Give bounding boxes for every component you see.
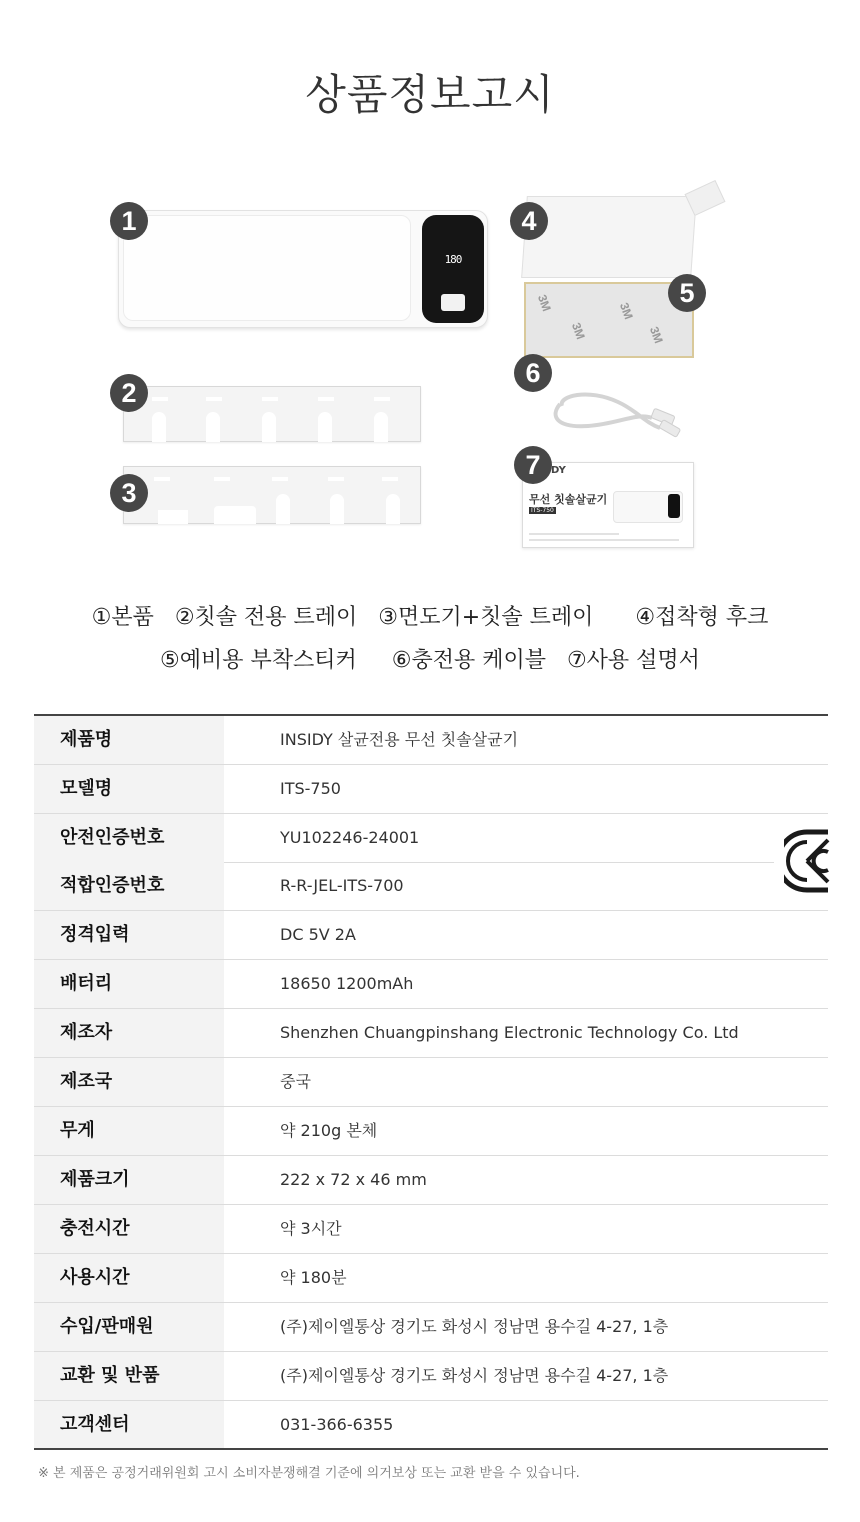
- row-value: 031-366-6355: [280, 1415, 394, 1434]
- badge-5: 5: [668, 274, 706, 312]
- row-value: INSIDY 살균전용 무선 칫솔살균기: [280, 730, 519, 749]
- row-label: 모델명: [34, 765, 224, 813]
- row-label: 정격입력: [34, 911, 224, 959]
- badge-3: 3: [110, 474, 148, 512]
- row-value: DC 5V 2A: [280, 925, 356, 944]
- table-row: [34, 960, 828, 1009]
- row-value: (주)제이엘통상 경기도 화성시 정남면 용수길 4-27, 1층: [280, 1317, 669, 1336]
- components-caption-line-2: ⑤예비용 부착스티커 ⑥충전용 케이블 ⑦사용 설명서: [160, 648, 700, 673]
- product-image-razor-tray: [123, 466, 421, 524]
- row-value: 중국: [280, 1072, 311, 1091]
- row-label: 제조자: [34, 1009, 224, 1057]
- badge-2: 2: [110, 374, 148, 412]
- product-image-spare-sticker: 3M 3M 3M 3M: [524, 282, 694, 358]
- table-row: [34, 1254, 828, 1303]
- row-value: R-R-JEL-ITS-700: [280, 876, 404, 895]
- badge-1: 1: [110, 202, 148, 240]
- row-value: Shenzhen Chuangpinshang Electronic Technology Co. Ltd: [280, 1023, 739, 1042]
- row-value: (주)제이엘통상 경기도 화성시 정남면 용수길 4-27, 1층: [280, 1366, 669, 1385]
- row-label: 제조국: [34, 1058, 224, 1106]
- product-image-manual: DY 무선 칫솔살균기 ITS-750: [522, 462, 694, 548]
- table-row: [34, 765, 828, 814]
- table-row: [34, 862, 828, 911]
- device-display: 180: [422, 215, 484, 323]
- row-value: 약 3시간: [280, 1219, 342, 1238]
- table-row: [34, 911, 828, 960]
- page-title: 상품정보고시: [305, 70, 555, 119]
- row-label: 배터리: [34, 960, 224, 1008]
- row-value: 약 210g 본체: [280, 1121, 378, 1140]
- row-label: 충전시간: [34, 1205, 224, 1253]
- kc-certification-icon: [784, 828, 830, 894]
- table-row: [34, 1009, 828, 1058]
- table-row: [34, 1205, 828, 1254]
- table-row: [34, 1401, 828, 1448]
- table-row: [34, 814, 828, 862]
- row-value: 222 x 72 x 46 mm: [280, 1170, 427, 1189]
- table-row: [34, 1352, 828, 1401]
- notice-text: ※ 본 제품은 공정거래위원회 고시 소비자분쟁해결 기준에 의거보상 또는 교환 받을 수 있습니다.: [38, 1466, 580, 1481]
- table-row: [34, 716, 828, 765]
- row-label: 제품크기: [34, 1156, 224, 1204]
- row-label: 교환 및 반품: [34, 1352, 224, 1400]
- row-label: 무게: [34, 1107, 224, 1155]
- row-label: 적합인증번호: [34, 862, 224, 910]
- row-value: 18650 1200mAh: [280, 974, 414, 993]
- table-row: [34, 1107, 828, 1156]
- product-image-toothbrush-tray: [123, 386, 421, 442]
- row-value: ITS-750: [280, 779, 341, 798]
- product-image-charging-cable: [548, 382, 690, 444]
- badge-6: 6: [514, 354, 552, 392]
- row-label: 안전인증번호: [34, 814, 224, 862]
- row-value: 약 180분: [280, 1268, 347, 1287]
- row-label: 고객센터: [34, 1401, 224, 1448]
- spec-table: [34, 714, 828, 1450]
- row-label: 사용시간: [34, 1254, 224, 1302]
- row-value: YU102246-24001: [280, 828, 420, 847]
- table-row: [34, 1058, 828, 1107]
- table-row: [34, 1156, 828, 1205]
- badge-7: 7: [514, 446, 552, 484]
- table-row: [34, 1303, 828, 1352]
- components-caption-line-1: ①본품 ②칫솔 전용 트레이 ③면도기+칫솔 트레이 ④접착형 후크: [91, 605, 769, 630]
- row-label: 수입/판매원: [34, 1303, 224, 1351]
- row-label: 제품명: [34, 716, 224, 764]
- badge-4: 4: [510, 202, 548, 240]
